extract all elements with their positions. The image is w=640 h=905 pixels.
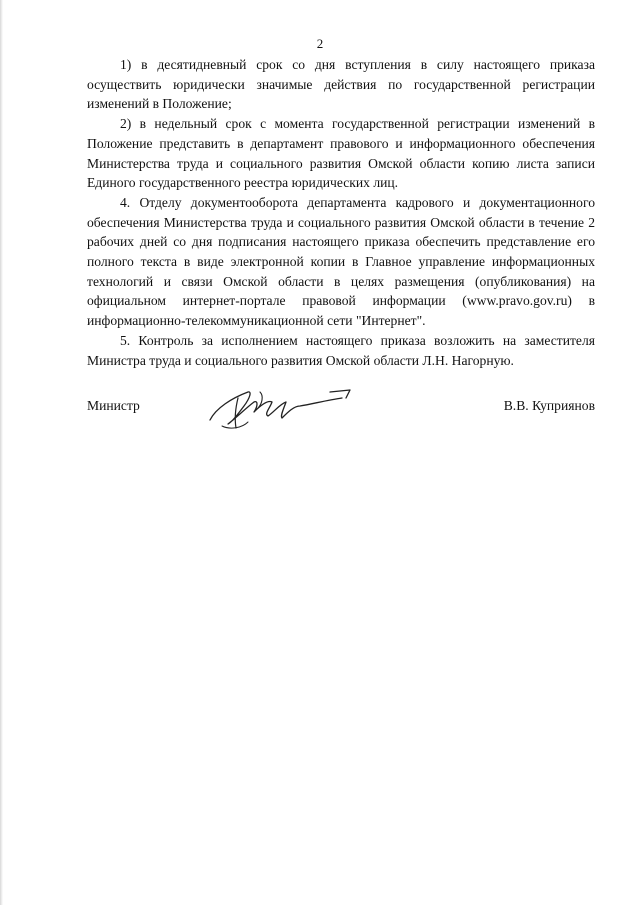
handwritten-signature-icon (202, 378, 362, 438)
scan-edge-shadow (0, 0, 3, 905)
signatory-title: Министр (87, 398, 140, 413)
page-number: 2 (316, 36, 324, 51)
paragraph-5: 5. Контроль за исполнением настоящего приказа возложить на заместителя Министра труда и социального развития Омской области Л.Н. Нагорную. (87, 332, 595, 368)
paragraph-4: 4. Отделу документооборота департамента кадрового и документационного обеспечения Министерства труда и социального развития Омской области в течение 2 рабочих дней со дня подписания настоящего приказа обеспечить представление его полного текста в виде электронной копии в Главное управление информационных технологий и связи Омской области в целях размещения (опубликования) на официальном интернет-портале правовой информации (www.pravo.gov.ru) в информационно-телекоммуникационной сети "Интернет". (87, 194, 595, 329)
paragraph-2: 2) в недельный срок с момента государственной регистрации изменений в Положение представить в департамент правового и информационного обеспечения Министерства труда и социального развития Омской области копию листа записи Единого государственного реестра юридических лиц. (87, 116, 595, 191)
signatory-name: В.В. Куприянов (503, 398, 595, 413)
paragraph-1: 1) в десятидневный срок со дня вступления в силу настоящего приказа осуществить юридически значимые действия по государственной регистрации изменений в Положение; (87, 57, 595, 112)
document-body (87, 55, 595, 370)
signature-block (87, 390, 595, 450)
